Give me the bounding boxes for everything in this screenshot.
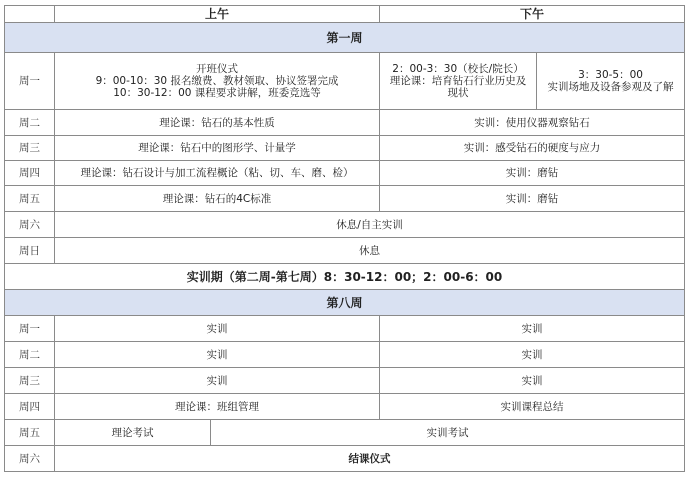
- week1-sun-row: [5, 238, 685, 264]
- day-label: 周一: [5, 316, 55, 342]
- week8-mon-am: 实训: [55, 316, 380, 342]
- pm-line: 2：00-3：30（校长/院长）: [392, 63, 524, 75]
- week1-tue-pm: 实训：使用仪器观察钻石: [380, 110, 685, 136]
- week8-fri-am: 理论考试: [55, 420, 211, 446]
- schedule-table: [4, 5, 685, 472]
- header-afternoon: 下午: [380, 6, 685, 23]
- week1-wed-pm: 实训：感受钻石的硬度与应力: [380, 136, 685, 161]
- pm-line: 理论课：培育钻石行业历史及: [389, 75, 527, 87]
- week1-mon-pm1: [380, 53, 537, 110]
- week8-wed-pm: 实训: [380, 368, 685, 394]
- week8-tue-am: 实训: [55, 342, 380, 368]
- header-morning: 上午: [55, 6, 380, 23]
- week8-fri-pm: 实训考试: [211, 420, 685, 446]
- week8-title-row: [5, 290, 685, 316]
- week1-thu-am: 理论课：钻石设计与加工流程概论（粘、切、车、磨、检）: [55, 161, 380, 186]
- day-label: 周二: [5, 342, 55, 368]
- week1-tue-row: [5, 110, 685, 136]
- day-label: 周一: [5, 53, 55, 110]
- week8-wed-row: [5, 368, 685, 394]
- am-line: 10：30-12：00 课程要求讲解，班委竞选等: [113, 87, 321, 99]
- day-label: 周日: [5, 238, 55, 264]
- week8-title: 第八周: [5, 290, 685, 316]
- training-period-row: [5, 264, 685, 290]
- day-label: 周五: [5, 420, 55, 446]
- day-label: 周四: [5, 161, 55, 186]
- pm-line: 现状: [447, 87, 469, 99]
- day-label: 周二: [5, 110, 55, 136]
- week1-wed-row: [5, 136, 685, 161]
- week1-tue-am: 理论课：钻石的基本性质: [55, 110, 380, 136]
- week1-mon-am: [55, 53, 380, 110]
- day-label: 周五: [5, 186, 55, 212]
- week1-title: 第一周: [5, 23, 685, 53]
- week8-tue-row: [5, 342, 685, 368]
- week8-sat-all: 结课仪式: [55, 446, 685, 472]
- week8-mon-row: [5, 316, 685, 342]
- pm-line: 3：30-5：00: [578, 69, 643, 81]
- week8-sat-row: [5, 446, 685, 472]
- week1-sun-all: 休息: [55, 238, 685, 264]
- header-blank: [5, 6, 55, 23]
- day-label: 周六: [5, 212, 55, 238]
- pm-line: 实训场地及设备参观及了解: [547, 81, 674, 93]
- am-line: 开班仪式: [196, 63, 238, 75]
- week1-mon-pm2: [537, 53, 685, 110]
- week1-wed-am: 理论课：钻石中的图形学、计量学: [55, 136, 380, 161]
- week8-thu-pm: 实训课程总结: [380, 394, 685, 420]
- day-label: 周三: [5, 136, 55, 161]
- week8-thu-am: 理论课：班组管理: [55, 394, 380, 420]
- week1-fri-am: 理论课：钻石的4C标准: [55, 186, 380, 212]
- week1-sat-all: 休息/自主实训: [55, 212, 685, 238]
- week8-fri-row: [5, 420, 685, 446]
- week8-thu-row: [5, 394, 685, 420]
- day-label: 周四: [5, 394, 55, 420]
- week1-title-row: [5, 23, 685, 53]
- training-period: 实训期（第二周-第七周）8：30-12：00；2：00-6：00: [5, 264, 685, 290]
- week8-tue-pm: 实训: [380, 342, 685, 368]
- day-label: 周六: [5, 446, 55, 472]
- day-label: 周三: [5, 368, 55, 394]
- week8-mon-pm: 实训: [380, 316, 685, 342]
- week1-thu-row: [5, 161, 685, 186]
- week1-sat-row: [5, 212, 685, 238]
- week8-wed-am: 实训: [55, 368, 380, 394]
- header-row: [5, 6, 685, 23]
- week1-fri-pm: 实训：磨钻: [380, 186, 685, 212]
- week1-fri-row: [5, 186, 685, 212]
- am-line: 9：00-10：30 报名缴费、教材领取、协议签署完成: [95, 75, 339, 87]
- week1-thu-pm: 实训：磨钻: [380, 161, 685, 186]
- week1-mon-row: [5, 53, 685, 110]
